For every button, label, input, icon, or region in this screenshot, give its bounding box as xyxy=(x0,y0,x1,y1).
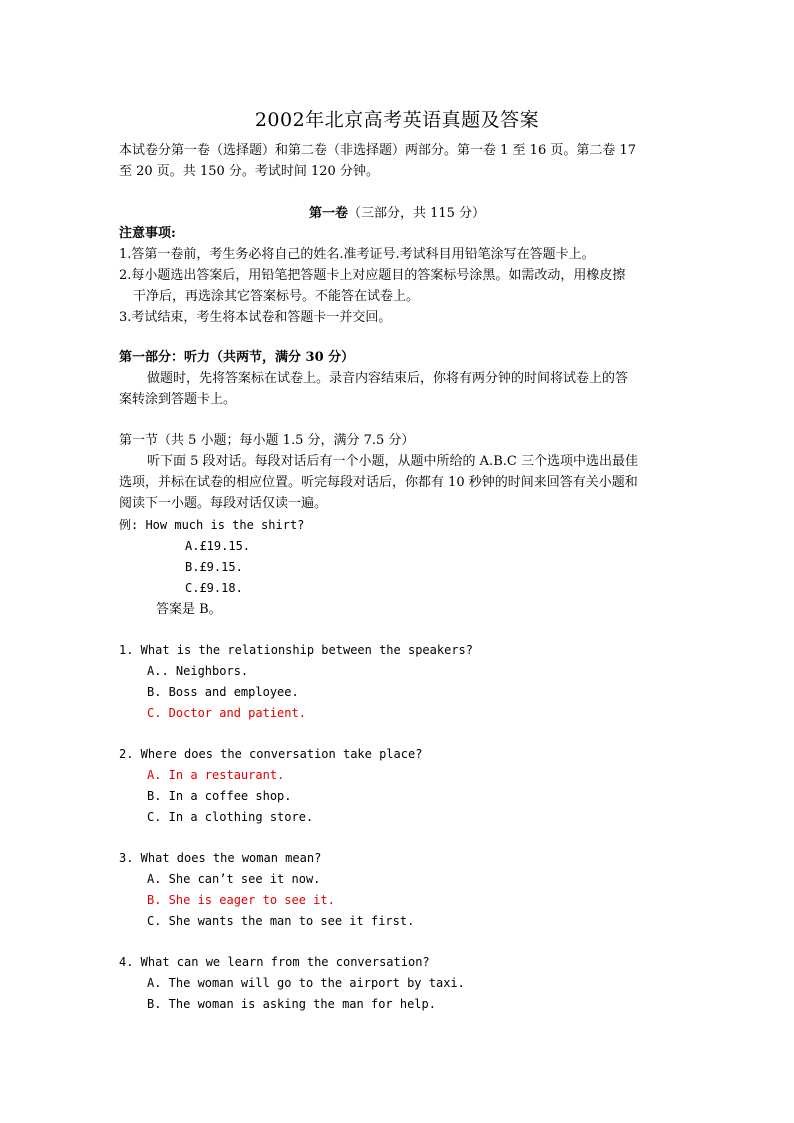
example-option: C.£9.18. xyxy=(185,581,243,595)
exam-intro xyxy=(119,140,679,182)
section1-heading: 第一节（共 5 小题；每小题 1.5 分，满分 7.5 分） xyxy=(119,433,415,448)
example-option: A.£19.15. xyxy=(185,539,251,553)
answer-option: A. She can’t see it now. xyxy=(147,872,321,886)
answer-option: B. Boss and employee. xyxy=(147,685,299,699)
example-option: B.£9.15. xyxy=(185,560,243,574)
answer-option: A.. Neighbors. xyxy=(147,664,249,678)
intro-line: 本试卷分第一卷（选择题）和第二卷（非选择题）两部分。第一卷 1 至 16 页。第二卷 17 xyxy=(119,143,637,158)
answer-option: C. She wants the man to see it first. xyxy=(147,914,415,928)
section1-instruction-line: 听下面 5 段对话。每段对话后有一个小题，从题中所给的 A.B.C 三个选项中选出最佳 xyxy=(147,454,638,469)
example-answer: 答案是 B。 xyxy=(156,602,222,617)
notes-item: 3.考试结束，考生将本试卷和答题卡一并交回。 xyxy=(119,310,392,325)
question-text: 2. Where does the conversation take place? xyxy=(119,747,423,761)
part1-instruction-line: 案转涂到答题卡上。 xyxy=(119,392,237,407)
question-item xyxy=(119,952,679,1015)
correct-answer-option: C. Doctor and patient. xyxy=(147,706,306,720)
section1-instruction-line: 阅读下一小题。每段对话仅读一遍。 xyxy=(119,496,328,511)
correct-answer-option: B. She is eager to see it. xyxy=(147,893,335,907)
notes-item: 干净后，再选涂其它答案标号。不能答在试卷上。 xyxy=(133,289,420,304)
intro-line: 至 20 页。共 150 分。考试时间 120 分钟。 xyxy=(119,164,379,179)
notes-item: 1.答第一卷前，考生务必将自己的姓名.准考证号.考试科目用铅笔涂写在答题卡上。 xyxy=(119,247,595,262)
question-text: 1. What is the relationship between the speakers? xyxy=(119,643,474,657)
example-question xyxy=(119,515,679,620)
section1-instruction-line: 选项，并标在试卷的相应位置。听完每段对话后，你都有 10 秒钟的时间来回答有关小题和 xyxy=(119,475,638,490)
part1-heading: 第一部分：听力（共两节，满分 30 分） xyxy=(119,350,355,365)
notes-item: 2.每小题选出答案后，用铅笔把答题卡上对应题目的答案标号涂黑。如需改动，用橡皮擦 xyxy=(119,268,626,283)
page-title: 2002年北京高考英语真题及答案 xyxy=(254,109,540,131)
example-question-text: 例: How much is the shirt? xyxy=(119,518,305,532)
answer-option: C. In a clothing store. xyxy=(147,810,314,824)
volume1-title-bold: 第一卷 xyxy=(308,206,348,221)
question-text: 4. What can we learn from the conversation? xyxy=(119,955,430,969)
notes-heading: 注意事项: xyxy=(119,226,176,241)
volume1-title-rest: （三部分，共 115 分） xyxy=(347,206,486,221)
part1-instruction-line: 做题时，先将答案标在试卷上。录音内容结束后，你将有两分钟的时间将试卷上的答 xyxy=(147,371,629,386)
correct-answer-option: A. In a restaurant. xyxy=(147,768,285,782)
question-item xyxy=(119,848,679,932)
question-item xyxy=(119,640,679,724)
answer-option: A. The woman will go to the airport by taxi. xyxy=(147,976,465,990)
question-text: 3. What does the woman mean? xyxy=(119,851,322,865)
question-item xyxy=(119,744,679,828)
part1-section xyxy=(119,347,679,410)
volume1-title xyxy=(0,202,794,221)
question-list xyxy=(119,640,679,1035)
part1-instructions xyxy=(119,368,679,410)
notes-section xyxy=(119,223,679,328)
answer-option: B. The woman is asking the man for help. xyxy=(147,997,436,1011)
answer-option: B. In a coffee shop. xyxy=(147,789,292,803)
section1 xyxy=(119,430,679,514)
